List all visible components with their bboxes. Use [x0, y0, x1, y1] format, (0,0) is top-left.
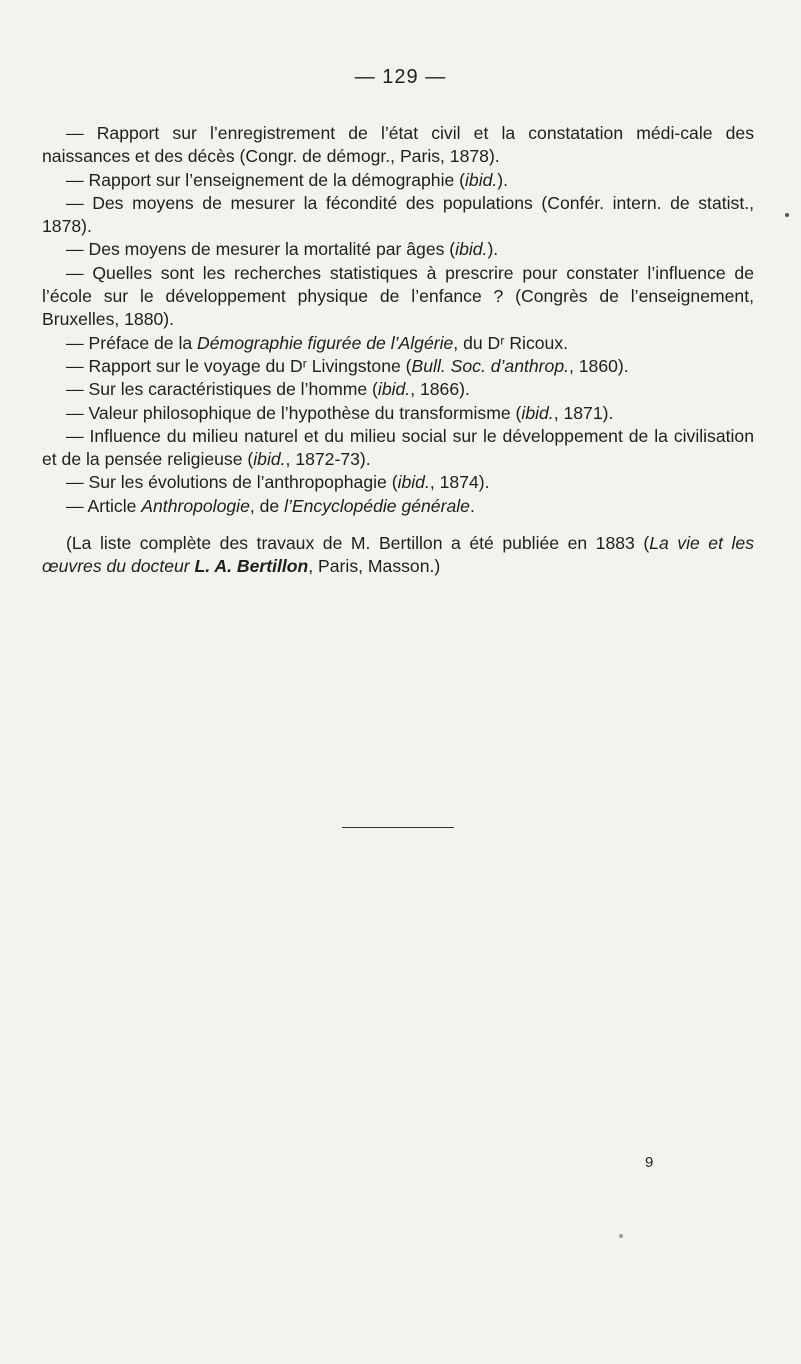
italic-text: ibid. [253, 449, 286, 470]
bibliography-entry [42, 262, 754, 332]
text-run: , 1874). [429, 472, 490, 493]
bibliography-entry [42, 402, 754, 425]
text-run: — Sur les caractéristiques de l’homme ( [66, 379, 378, 400]
ink-speck [785, 213, 789, 217]
italic-text: l’Encyclopédie générale [284, 495, 470, 516]
end-rule [342, 827, 454, 828]
text-run: ). [497, 169, 509, 190]
entries-container [42, 122, 754, 518]
text-run: . [469, 495, 475, 516]
text-run: — Influence du milieu naturel et du milieu social sur le développement de la civilisation et de la pensée religieuse ( [42, 425, 754, 470]
text-run: , de [249, 495, 285, 516]
italic-text: ibid. [465, 169, 498, 190]
ink-speck [619, 1234, 623, 1238]
text-run: — Valeur philosophique de l’hypothèse du transformisme ( [66, 402, 522, 423]
text-run: — Des moyens de mesurer la mortalité par âges ( [66, 239, 456, 260]
text-run: (La liste complète des travaux de M. Bertillon a été publiée en 1883 ( [66, 533, 650, 554]
text-run: — Sur les évolutions de l’anthropophagie ( [66, 472, 398, 493]
italic-text: Anthropologie [141, 495, 250, 516]
bibliography-entry [42, 238, 754, 261]
text-run: — Article [66, 495, 142, 516]
bibliography-entry [42, 471, 754, 494]
text-run: — Rapport sur le voyage du Dʳ Livingstone ( [66, 355, 412, 376]
italic-text: Démographie figurée de l’Algérie [197, 332, 454, 353]
text-run: , 1866). [410, 379, 470, 400]
text-run: — Rapport sur l’enseignement de la démographie ( [66, 169, 466, 190]
bibliography-list [42, 122, 754, 579]
bibliography-entry [42, 378, 754, 401]
page-number: — 129 — [354, 66, 447, 88]
bibliography-entry [42, 355, 754, 378]
bibliography-entry [42, 425, 754, 472]
bibliography-note [42, 532, 754, 579]
bibliography-entry [42, 169, 754, 192]
text-run: ). [487, 239, 499, 260]
italic-text: ibid. [521, 402, 554, 423]
italic-text: Bull. Soc. d’anthrop. [411, 355, 569, 376]
text-run: , 1872-73). [285, 449, 371, 470]
text-run: , Paris, Masson.) [308, 556, 441, 577]
italic-text: La vie et les œuvres du docteur [42, 533, 754, 577]
bibliography-entry [42, 192, 754, 239]
text-run: — Des moyens de mesurer la fécondité des populations (Confér. intern. de statist., 1878). [42, 192, 754, 237]
italic-text: L. A. Bertillon [194, 556, 309, 577]
signature-mark: 9 [645, 1154, 654, 1171]
text-run: — Quelles sont les recherches statistiques à prescrire pour constater l’influence de l’école sur le développement physique de l’enfance ? (Congrès de l’enseignement, Bruxelles, 1880). [42, 262, 754, 330]
bibliography-entry [42, 332, 754, 355]
bibliography-entry [42, 495, 754, 518]
text-run: — Préface de la [66, 332, 198, 353]
text-run: — Rapport sur l’enregistrement de l’état civil et la constatation médi-cale des naissances et des décès (Congr. de démogr., Paris, 1878). [42, 123, 754, 167]
text-run: , 1871). [553, 402, 614, 423]
text-run: , 1860). [569, 355, 629, 376]
italic-text: ibid. [377, 379, 411, 400]
italic-text: ibid. [455, 239, 488, 260]
text-run: , du Dʳ Ricoux. [453, 332, 569, 353]
bibliography-entry [42, 122, 754, 169]
italic-text: ibid. [397, 472, 430, 493]
